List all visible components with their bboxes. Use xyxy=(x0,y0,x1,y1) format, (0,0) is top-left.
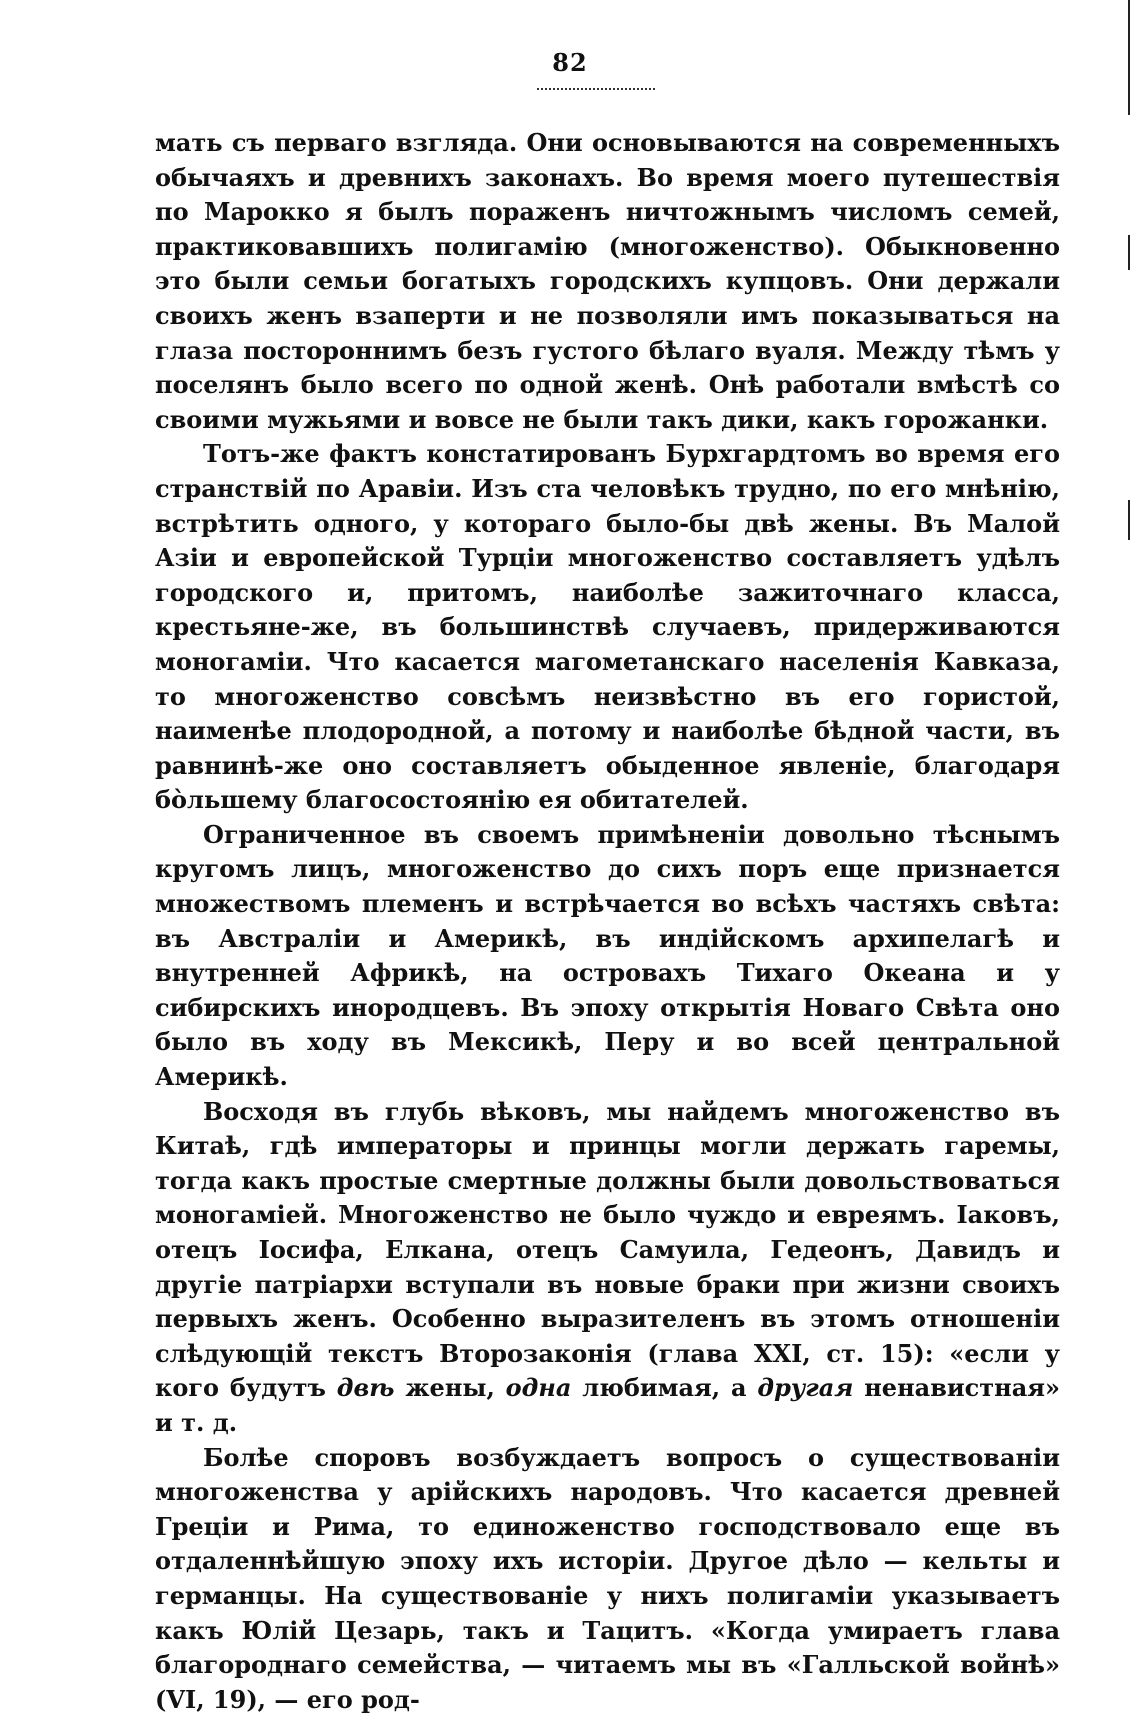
paragraph-4-text-a: Восходя въ глубь вѣковъ, мы найдемъ многоженство въ Китаѣ, гдѣ императоры и принцы могли держать гаремы, тогда какъ простые смертные должны были довольствоваться моногаміей. Многоженство не было чуждо и евреямъ. Іаковъ, отецъ Іосифа, Елкана, отецъ Самуила, Гедеонъ, Давидъ и другіе патріархи вступали въ новые браки при жизни своихъ первыхъ женъ. Особенно выразителенъ въ этомъ отношеніи слѣдующій текстъ Второзаконія (глава XXI, ст. 15): «если у кого будутъ xyxy=(155,1096,1060,1403)
paragraph-4-text-b: жены, xyxy=(394,1373,506,1403)
scan-edge-line-mid xyxy=(1128,235,1130,270)
scan-edge-line-low xyxy=(1128,500,1130,540)
paragraph-1: мать съ перваго взгляда. Они основываются на современныхъ обычаяхъ и древнихъ законахъ. Во время моего путешествія по Марокко я былъ пораженъ ничтожнымъ числомъ семей, практиковавшихъ полигамію (многоженство). Обыкновенно это были семьи богатыхъ городскихъ купцовъ. Они держали своихъ женъ взаперти и не позволяли имъ показываться на глаза постороннимъ безъ густого бѣлаго вуаля. Между тѣмъ у поселянъ было всего по одной женѣ. Онѣ работали вмѣстѣ со своими мужьями и вовсе не были такъ дики, какъ горожанки. xyxy=(155,128,1060,434)
paragraph-4 xyxy=(155,1095,1060,1441)
page-body xyxy=(155,126,1060,1717)
italic-word-drugaya: другая xyxy=(757,1373,854,1403)
page-number-rule xyxy=(537,88,655,90)
paragraph-5: Болѣе споровъ возбуждаетъ вопросъ о существованіи многоженства у арійскихъ народовъ. Что касается древней Греціи и Рима, то единоженство господствовало еще въ отдаленнѣйшую эпоху ихъ исторіи. Другое дѣло — кельты и германцы. На существованіе у нихъ полигаміи указываетъ какъ Юлій Цезарь, такъ и Тацитъ. «Когда умираетъ глава благороднаго семейства, — читаемъ мы въ «Галльской войнѣ» (VI, 19), — его род- xyxy=(155,1442,1060,1714)
italic-word-odna: одна xyxy=(505,1373,572,1403)
italic-word-dve: двѣ xyxy=(336,1373,395,1403)
scan-edge-line-top xyxy=(1128,0,1130,115)
paragraph-4-text-c: любимая, а xyxy=(571,1373,758,1403)
paragraph-4-text-d: ненавистная» и т. д. xyxy=(155,1373,1060,1437)
paragraph-2: Тотъ-же фактъ констатированъ Бурхгардтомъ во время его странствій по Аравіи. Изъ ста человѣкъ трудно, по его мнѣнію, встрѣтить одного, у котораго было-бы двѣ жены. Въ Малой Азіи и европейской Турціи многоженство составляетъ удѣлъ городского и, притомъ, наиболѣе зажиточнаго класса, крестьяне-же, въ большинствѣ случаевъ, придерживаются моногаміи. Что касается магометанскаго населенія Кавказа, то многоженство совсѣмъ неизвѣстно въ его гористой, наименѣе плодородной, а потому и наиболѣе бѣдной части, въ равнинѣ-же оно составляетъ обыденное явленіе, благодаря бо̀льшему благосостоянію ея обитателей. xyxy=(155,439,1060,815)
paragraph-3: Ограниченное въ своемъ примѣненіи довольно тѣснымъ кругомъ лицъ, многоженство до сихъ поръ еще признается множествомъ племенъ и встрѣчается во всѣхъ частяхъ свѣта: въ Австраліи и Америкѣ, въ индійскомъ архипелагѣ и внутренней Африкѣ, на островахъ Тихаго Океана и у сибирскихъ инородцевъ. Въ эпоху открытія Новаго Свѣта оно было въ ходу въ Мексикѣ, Перу и во всей центральной Америкѣ. xyxy=(155,819,1060,1092)
page-number: 82 xyxy=(552,48,588,77)
